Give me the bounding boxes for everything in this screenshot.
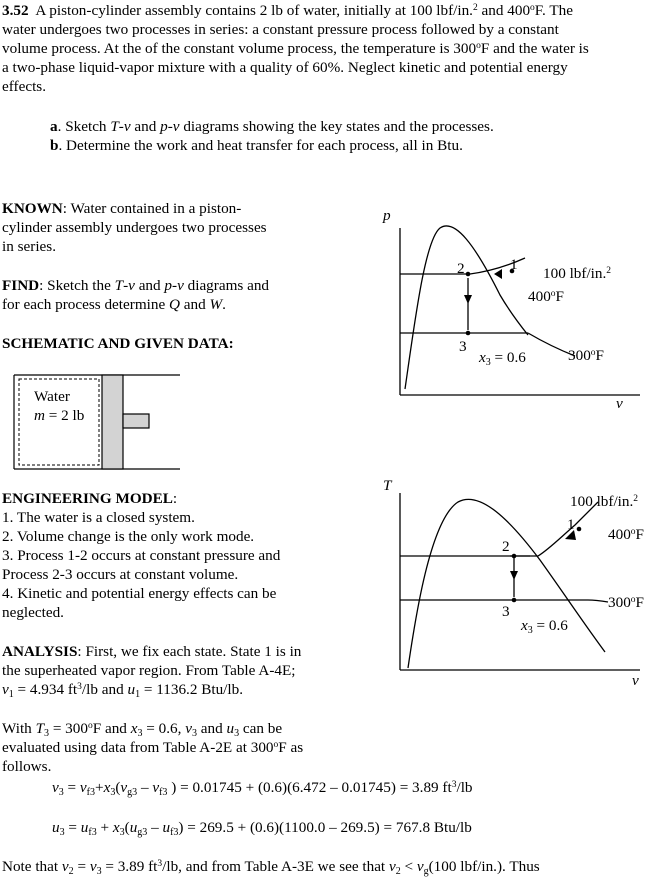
find-line-2: for each process determine Q and W.: [2, 296, 226, 313]
pv-label-2: 2: [457, 260, 465, 277]
pv-x-label: v: [616, 395, 623, 412]
analysis-line-1: ANALYSIS: First, we fix each state. State 1 is in: [2, 643, 302, 660]
problem-line-5: effects.: [2, 78, 46, 95]
tv-state-3: [512, 598, 517, 603]
piston: [102, 375, 123, 469]
known-heading: KNOWN: [2, 200, 63, 217]
pv-t400-label: 400$^o$F: [528, 288, 564, 305]
water-label: Water: [34, 388, 70, 405]
model-line-2: 2. Volume change is the only work mode.: [2, 528, 255, 545]
tv-t300-label: 300$^o$F: [608, 594, 644, 611]
problem-line-3: volume process. At the of the constant volume process, the temperature is 300$^o$F and the water is: [2, 40, 589, 57]
tv-label-1: 1: [567, 516, 575, 533]
model-line-6: neglected.: [2, 604, 64, 621]
tv-arrow-2-3: [510, 571, 518, 580]
equation-v3: $v_3 = v_{f3}+x_3(v_{g3} - v_{f3}$ ) = 0.01745 + (0.6)(6.472 – 0.01745) = 3.89 $ft^3/lb$: [52, 779, 473, 798]
tv-isotherm-300-ext: [588, 600, 608, 602]
tv-t400-label: 400$^o$F: [608, 526, 644, 543]
analysis-line-6: follows.: [2, 758, 52, 775]
part-b: b. Determine the work and heat transfer for each process, all in Btu.: [50, 137, 463, 154]
pv-state-3: [466, 331, 471, 336]
problem-line-1: 3.52 A piston-cylinder assembly contains 2 lb of water, initially at 100 lbf/in.$^2$ and 400$^o$F. The: [2, 2, 573, 19]
pv-t300-label: 300$^o$F: [568, 347, 604, 364]
schematic-heading: SCHEMATIC AND GIVEN DATA:: [2, 335, 234, 352]
pv-label-1: 1: [510, 256, 518, 273]
tv-label-3: 3: [502, 603, 510, 620]
pv-arrow-2-3: [464, 295, 472, 304]
model-line-1: 1. The water is a closed system.: [2, 509, 195, 526]
pv-pressure-label: 100 lbf/in.$^2$: [543, 265, 612, 282]
tv-pressure-label: 100 lbf/in.$^2$: [570, 493, 639, 510]
analysis-line-5: evaluated using data from Table A-2E at 300$^o$F as: [2, 739, 304, 756]
mass-label: m = 2 lb: [34, 407, 85, 424]
known-line-2: cylinder assembly undergoes two processes: [2, 219, 267, 236]
pv-state-2: [466, 272, 471, 277]
tv-label-2: 2: [502, 538, 510, 555]
pv-arrow-1-2: [494, 269, 502, 279]
tv-x-label: v: [632, 672, 639, 689]
model-line-4: Process 2-3 occurs at constant volume.: [2, 566, 239, 583]
analysis-heading: ANALYSIS: [2, 643, 78, 660]
tv-state-1: [577, 527, 582, 532]
analysis-line-2: the superheated vapor region. From Table A-4E;: [2, 662, 296, 679]
tv-state-2: [512, 554, 517, 559]
part-a: a. Sketch T-v and p-v diagrams showing the key states and the processes.: [50, 118, 494, 135]
pv-diagram: [370, 200, 650, 450]
model-heading: ENGINEERING MODEL:: [2, 490, 178, 507]
analysis-line-3: $v_1 = 4.934$ $ft^3/lb$ and $u_1 = 1136.2$ Btu/lb.: [2, 681, 243, 700]
known-line-3: in series.: [2, 238, 56, 255]
find-heading: FIND: [2, 277, 40, 294]
tv-diagram: [370, 480, 650, 695]
model-line-5: 4. Kinetic and potential energy effects can be: [2, 585, 277, 602]
tv-quality-label: $x_3 = 0.6$: [521, 617, 568, 636]
analysis-note: Note that $v_2 = v_3 = 3.89$ $ft^3/lb$, and from Table A-3E we see that $v_2 < v_g(100$ lbf/in.). Thus: [2, 858, 540, 877]
pv-y-label: p: [383, 207, 391, 224]
find-line-1: FIND: Sketch the T-v and p-v diagrams and: [2, 277, 270, 294]
model-line-3: 3. Process 1-2 occurs at constant pressure and: [2, 547, 281, 564]
piston-rod: [123, 414, 149, 428]
problem-number: 3.52: [2, 2, 29, 19]
pv-label-3: 3: [459, 338, 467, 355]
pv-quality-label: $x_3 = 0.6$: [479, 349, 526, 368]
piston-cylinder-schematic: [0, 365, 200, 480]
problem-line-2: water undergoes two processes in series: a constant pressure process followed by a constant: [2, 21, 559, 38]
known-line-1: KNOWN: Water contained in a piston-: [2, 200, 242, 217]
equation-u3: $u_3 = u_{f3} + x_3(u_{g3} - u_{f3}) = 269.5 + (0.6)(1100.0 - 269.5) = 767.8$ Btu/lb: [52, 819, 472, 838]
analysis-line-4: With $T_3 = 300^oF$ and $x_3 = 0.6$, $v_3$ and $u_3$ can be: [2, 720, 283, 739]
tv-y-label: T: [383, 477, 392, 494]
problem-line-4: a two-phase liquid-vapor mixture with a quality of 60%. Neglect kinetic and potential energy: [2, 59, 568, 76]
